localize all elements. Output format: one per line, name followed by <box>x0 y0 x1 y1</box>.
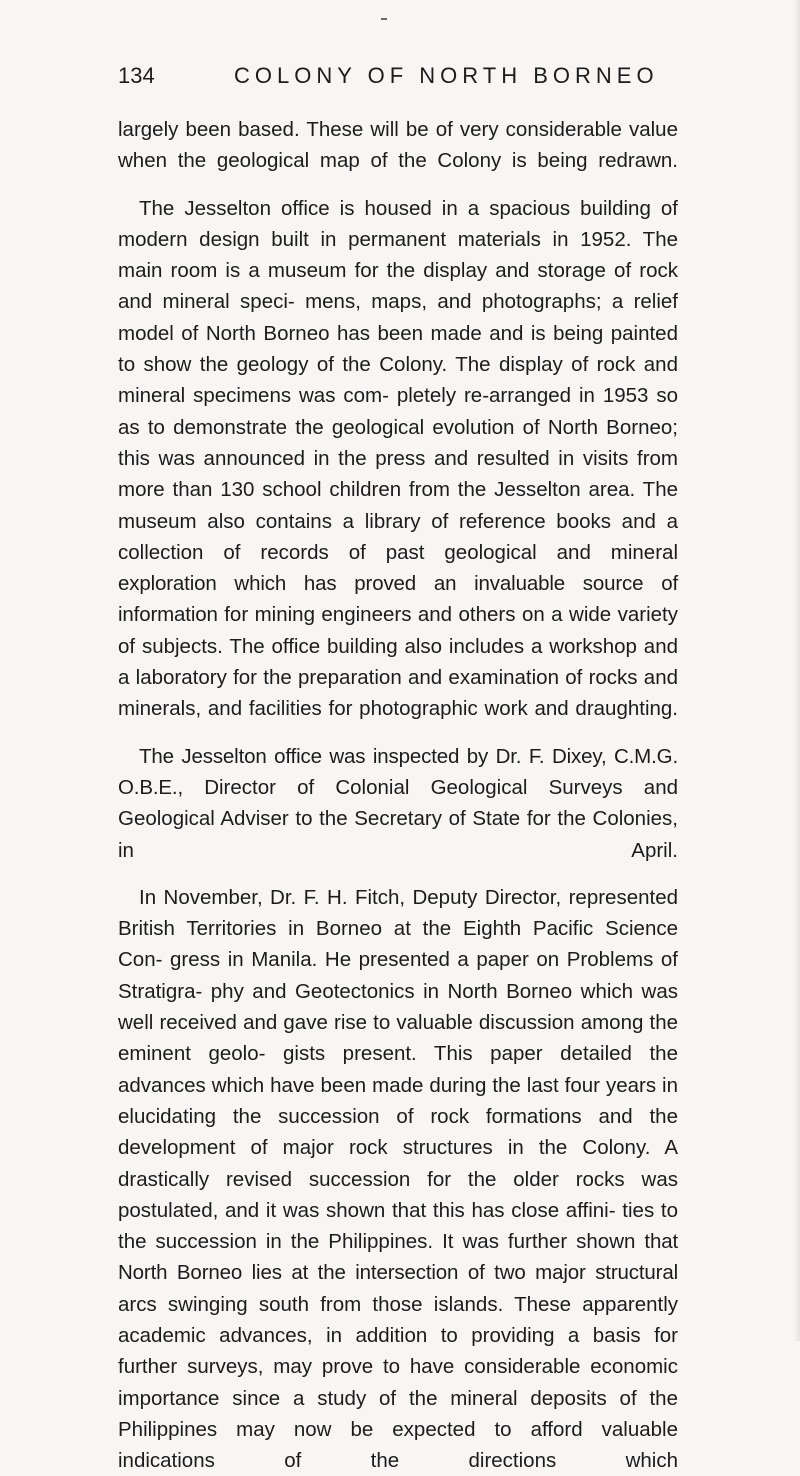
text-line: facilities for photographic work and draughting. <box>248 697 678 721</box>
text-line: Jesselton area. The museum also contains a library of reference <box>118 478 678 533</box>
text-line: Director of Colonial Geological Surveys and Geological Adviser <box>118 775 678 831</box>
text-line: has been made and is being painted to show the geology of the <box>118 321 678 377</box>
text-line: books and a collection of records of past geological and mineral <box>118 509 678 564</box>
text-line: in the Colony. A drastically revised succession for the older <box>118 1136 678 1191</box>
paragraph-2 <box>118 193 678 725</box>
text-line: largely been based. These will be of very considerable value <box>118 118 678 141</box>
running-title: COLONY OF NORTH BORNEO <box>234 63 659 88</box>
text-line: The office building also includes a workshop and a laboratory for <box>118 634 678 690</box>
text-line: The Jesselton office is housed in a spacious building of modern <box>118 196 678 251</box>
page-number: 134 <box>118 63 155 88</box>
text-line: ties to the succession in the Philippines. It was further shown <box>118 1198 678 1254</box>
print-mark <box>381 18 387 20</box>
page-edge-shadow <box>794 0 800 1341</box>
text-line: surveys, may prove to have considerable economic importance <box>118 1355 678 1410</box>
paragraph-3 <box>118 741 678 866</box>
text-line: since a study of the mineral deposits of the Philippines may now <box>118 1386 678 1441</box>
text-line: design built in permanent materials in 1952. The main room is <box>118 227 679 283</box>
text-line: made during the last four years in elucidating the succession of <box>118 1073 679 1128</box>
text-line: arcs swinging south from those islands. These apparently <box>118 1292 678 1316</box>
text-line: The Jesselton office was inspected by Dr. F. Dixey, C.M.G. O.B.E., <box>118 744 678 799</box>
text-line: gists present. This paper detailed the advances which have been <box>118 1042 678 1097</box>
text-line: that North Borneo lies at the intersection of two major structural <box>118 1230 678 1285</box>
text-line: rocks was postulated, and it was shown that this has close affini- <box>118 1167 678 1222</box>
text-line: to the Secretary of State for the Colonies, in April. <box>118 807 678 862</box>
paragraph-1 <box>118 114 678 177</box>
page-header <box>118 63 678 93</box>
text-line: mens, maps, and photographs; a relief model of North Borneo <box>118 290 678 345</box>
text-line: when the geological map of the Colony is being redrawn. <box>118 149 678 173</box>
text-line: exploration which has proved an invaluable source of information <box>118 572 678 627</box>
text-line: pletely re-arranged in 1953 so as to demonstrate the geological <box>118 384 678 439</box>
paragraph-4 <box>118 882 678 1476</box>
text-line: phy and Geotectonics in North Borneo which was well received <box>118 979 678 1035</box>
text-line: British Territories in Borneo at the Eighth Pacific Science Con- <box>118 917 678 972</box>
text-line: gress in Manila. He presented a paper on Problems of Stratigra- <box>118 948 678 1003</box>
text-line: for mining engineers and others on a wide variety of subjects. <box>118 603 679 658</box>
text-line: academic advances, in addition to providing a basis for further <box>118 1323 678 1379</box>
text-line: rock formations and the development of major rock structures <box>118 1104 678 1160</box>
text-line: In November, Dr. F. H. Fitch, Deputy Director, represented <box>139 885 678 909</box>
text-line: a museum for the display and storage of rock and mineral speci- <box>118 259 678 314</box>
text-line: and gave rise to valuable discussion among the eminent geolo- <box>118 1011 679 1066</box>
text-line: evolution of North Borneo; this was announced in the press and <box>118 415 678 470</box>
text-line: be expected to afford valuable indications of the directions which <box>118 1417 678 1473</box>
text-line: the preparation and examination of rocks and minerals, and <box>118 666 679 721</box>
text-line: Colony. The display of rock and mineral specimens was com- <box>118 353 678 408</box>
body-text <box>118 114 678 1476</box>
text-line: resulted in visits from more than 130 school children from the <box>118 446 679 502</box>
